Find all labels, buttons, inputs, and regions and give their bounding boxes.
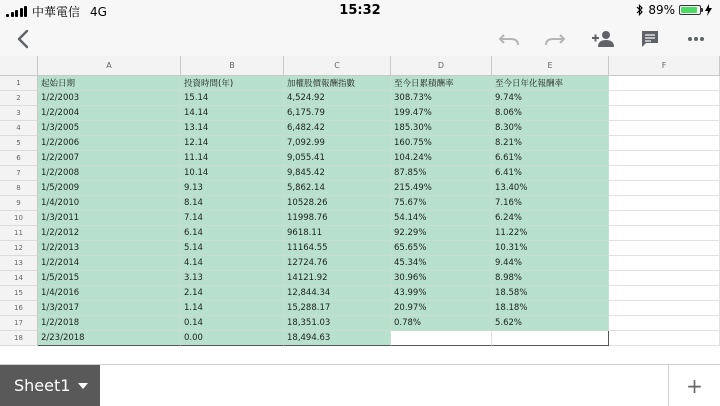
table-cell[interactable]: 92.29% xyxy=(391,226,492,241)
table-cell[interactable]: 1/2/2014 xyxy=(38,256,181,271)
sheet-tab-label: Sheet1 xyxy=(14,376,71,395)
row-header[interactable]: 13 xyxy=(0,256,38,271)
table-cell[interactable]: 8.98% xyxy=(492,271,609,286)
table-cell[interactable] xyxy=(609,76,720,91)
row-header[interactable]: 16 xyxy=(0,301,38,316)
table-cell[interactable]: 6,175.79 xyxy=(284,106,391,121)
table-cell[interactable]: 20.97% xyxy=(391,301,492,316)
row-header[interactable]: 18 xyxy=(0,331,38,346)
table-cell[interactable] xyxy=(609,211,720,226)
table-cell[interactable]: 至今日累積酬率 xyxy=(391,76,492,91)
table-cell[interactable]: 6.14 xyxy=(181,226,284,241)
table-cell[interactable]: 1/2/2012 xyxy=(38,226,181,241)
table-cell[interactable]: 1/2/2004 xyxy=(38,106,181,121)
table-cell[interactable]: 9618.11 xyxy=(284,226,391,241)
table-cell[interactable]: 87.85% xyxy=(391,166,492,181)
row-header[interactable]: 6 xyxy=(0,151,38,166)
table-cell[interactable]: 1.14 xyxy=(181,301,284,316)
carrier-label: 中華電信 xyxy=(32,5,81,19)
table-cell[interactable]: 1/5/2009 xyxy=(38,181,181,196)
row-header[interactable]: 4 xyxy=(0,121,38,136)
table-cell[interactable] xyxy=(492,331,609,346)
table-cell[interactable]: 8.14 xyxy=(181,196,284,211)
table-cell[interactable]: 9,845.42 xyxy=(284,166,391,181)
back-icon[interactable] xyxy=(10,25,36,53)
column-header-d[interactable]: D xyxy=(391,56,492,76)
table-cell[interactable]: 10528.26 xyxy=(284,196,391,211)
table-cell[interactable]: 1/2/2006 xyxy=(38,136,181,151)
table-cell[interactable] xyxy=(609,301,720,316)
column-header-a[interactable]: A xyxy=(38,56,181,76)
battery-fill xyxy=(681,7,697,13)
undo-icon[interactable] xyxy=(494,25,524,53)
comment-icon[interactable] xyxy=(636,25,664,53)
table-cell[interactable]: 1/4/2016 xyxy=(38,286,181,301)
table-cell[interactable]: 5.62% xyxy=(492,316,609,331)
table-cell[interactable] xyxy=(609,316,720,331)
table-cell[interactable]: 12.14 xyxy=(181,136,284,151)
battery-icon xyxy=(679,5,701,15)
table-cell[interactable] xyxy=(609,166,720,181)
network-label: 4G xyxy=(90,4,107,19)
bluetooth-icon xyxy=(636,4,644,16)
table-cell[interactable]: 8.21% xyxy=(492,136,609,151)
table-cell[interactable] xyxy=(609,121,720,136)
table-cell[interactable]: 1/2/2003 xyxy=(38,91,181,106)
table-cell[interactable]: 6.41% xyxy=(492,166,609,181)
table-cell[interactable]: 30.96% xyxy=(391,271,492,286)
table-cell[interactable]: 7.14 xyxy=(181,211,284,226)
table-cell[interactable] xyxy=(609,226,720,241)
table-cell[interactable]: 1/2/2007 xyxy=(38,151,181,166)
table-cell[interactable]: 4,524.92 xyxy=(284,91,391,106)
toolbar xyxy=(0,22,720,56)
table-cell[interactable]: 1/2/2013 xyxy=(38,241,181,256)
table-cell[interactable]: 9,055.41 xyxy=(284,151,391,166)
table-cell[interactable]: 75.67% xyxy=(391,196,492,211)
table-cell[interactable]: 1/4/2010 xyxy=(38,196,181,211)
sheet-tabs-bar xyxy=(0,364,720,405)
table-cell[interactable]: 6.24% xyxy=(492,211,609,226)
table-cell[interactable]: 0.00 xyxy=(181,331,284,346)
table-cell[interactable] xyxy=(609,91,720,106)
table-cell[interactable]: 160.75% xyxy=(391,136,492,151)
table-cell[interactable]: 15.14 xyxy=(181,91,284,106)
column-header-f[interactable]: F xyxy=(609,56,720,76)
table-cell[interactable] xyxy=(609,136,720,151)
table-cell[interactable] xyxy=(609,151,720,166)
status-bar xyxy=(0,0,720,22)
table-cell[interactable]: 199.47% xyxy=(391,106,492,121)
table-cell[interactable]: 2.14 xyxy=(181,286,284,301)
table-cell[interactable]: 1/3/2005 xyxy=(38,121,181,136)
row-header[interactable]: 11 xyxy=(0,226,38,241)
table-cell[interactable]: 15,288.17 xyxy=(284,301,391,316)
row-header[interactable]: 7 xyxy=(0,166,38,181)
row-header[interactable]: 8 xyxy=(0,181,38,196)
table-cell[interactable]: 12724.76 xyxy=(284,256,391,271)
row-header[interactable]: 14 xyxy=(0,271,38,286)
table-cell[interactable]: 13.40% xyxy=(492,181,609,196)
row-header[interactable]: 15 xyxy=(0,286,38,301)
share-person-icon[interactable] xyxy=(588,25,618,53)
table-cell[interactable] xyxy=(609,271,720,286)
table-cell[interactable]: 6.61% xyxy=(492,151,609,166)
table-cell[interactable]: 4.14 xyxy=(181,256,284,271)
add-sheet-button[interactable] xyxy=(668,365,720,406)
row-header[interactable]: 3 xyxy=(0,106,38,121)
table-cell[interactable]: 0.14 xyxy=(181,316,284,331)
table-cell[interactable] xyxy=(609,181,720,196)
select-all-corner[interactable] xyxy=(0,56,38,76)
row-header[interactable]: 12 xyxy=(0,241,38,256)
table-cell[interactable]: 12,844.34 xyxy=(284,286,391,301)
table-cell[interactable]: 11164.55 xyxy=(284,241,391,256)
status-right xyxy=(636,3,712,17)
table-cell[interactable]: 18,494.63 xyxy=(284,331,391,346)
table-cell[interactable]: 9.44% xyxy=(492,256,609,271)
plus-icon: + xyxy=(686,373,703,398)
column-header-b[interactable]: B xyxy=(181,56,284,76)
table-cell[interactable] xyxy=(609,331,720,346)
table-cell[interactable]: 215.49% xyxy=(391,181,492,196)
status-time: 15:32 xyxy=(339,3,381,18)
table-cell[interactable]: 0.78% xyxy=(391,316,492,331)
row-header[interactable]: 17 xyxy=(0,316,38,331)
table-cell[interactable]: 加權股價報酬指數 xyxy=(284,76,391,91)
table-cell[interactable]: 1/3/2017 xyxy=(38,301,181,316)
table-cell[interactable]: 1/5/2015 xyxy=(38,271,181,286)
table-cell[interactable]: 104.24% xyxy=(391,151,492,166)
table-cell[interactable]: 7.16% xyxy=(492,196,609,211)
table-cell[interactable]: 8.30% xyxy=(492,121,609,136)
row-header[interactable]: 10 xyxy=(0,211,38,226)
table-cell[interactable]: 308.73% xyxy=(391,91,492,106)
table-cell[interactable]: 7,092.99 xyxy=(284,136,391,151)
table-cell[interactable]: 6,482.42 xyxy=(284,121,391,136)
table-cell[interactable]: 11.22% xyxy=(492,226,609,241)
chevron-down-icon[interactable] xyxy=(78,383,88,389)
table-cell[interactable]: 11998.76 xyxy=(284,211,391,226)
table-cell[interactable]: 8.06% xyxy=(492,106,609,121)
table-cell[interactable]: 14.14 xyxy=(181,106,284,121)
battery-percent: 89% xyxy=(648,3,675,17)
table-cell[interactable]: 1/2/2008 xyxy=(38,166,181,181)
table-cell[interactable]: 1/2/2018 xyxy=(38,316,181,331)
table-cell[interactable]: 54.14% xyxy=(391,211,492,226)
table-cell[interactable] xyxy=(609,256,720,271)
table-cell[interactable]: 5.14 xyxy=(181,241,284,256)
column-header-c[interactable]: C xyxy=(284,56,391,76)
row-header[interactable]: 5 xyxy=(0,136,38,151)
table-cell[interactable]: 18.18% xyxy=(492,301,609,316)
table-cell[interactable] xyxy=(609,106,720,121)
charging-icon xyxy=(705,4,712,16)
table-cell[interactable]: 65.65% xyxy=(391,241,492,256)
table-cell[interactable]: 9.13 xyxy=(181,181,284,196)
table-cell[interactable]: 18,351.03 xyxy=(284,316,391,331)
table-cell[interactable]: 5,862.14 xyxy=(284,181,391,196)
table-cell[interactable]: 45.34% xyxy=(391,256,492,271)
table-cell[interactable]: 14121.92 xyxy=(284,271,391,286)
table-cell[interactable]: 11.14 xyxy=(181,151,284,166)
row-header[interactable]: 9 xyxy=(0,196,38,211)
table-cell[interactable]: 9.74% xyxy=(492,91,609,106)
table-cell[interactable] xyxy=(391,331,492,346)
table-cell[interactable]: 投資時間(年) xyxy=(181,76,284,91)
table-cell[interactable]: 185.30% xyxy=(391,121,492,136)
column-header-e[interactable]: E xyxy=(492,56,609,76)
table-cell[interactable]: 10.31% xyxy=(492,241,609,256)
sheet-tab-sheet1[interactable] xyxy=(0,365,100,406)
table-cell[interactable]: 1/3/2011 xyxy=(38,211,181,226)
table-cell[interactable]: 起始日期 xyxy=(38,76,181,91)
row-header[interactable]: 1 xyxy=(0,76,38,91)
table-cell[interactable]: 2/23/2018 xyxy=(38,331,181,346)
table-cell[interactable] xyxy=(609,241,720,256)
table-cell[interactable]: 13.14 xyxy=(181,121,284,136)
table-cell[interactable] xyxy=(609,286,720,301)
table-cell[interactable]: 43.99% xyxy=(391,286,492,301)
table-cell[interactable]: 3.13 xyxy=(181,271,284,286)
spreadsheet-grid xyxy=(0,56,720,364)
table-cell[interactable]: 至今日年化報酬率 xyxy=(492,76,609,91)
table-cell[interactable]: 10.14 xyxy=(181,166,284,181)
table-cell[interactable] xyxy=(609,196,720,211)
redo-icon[interactable] xyxy=(540,25,570,53)
row-header[interactable]: 2 xyxy=(0,91,38,106)
table-cell[interactable]: 18.58% xyxy=(492,286,609,301)
more-icon[interactable] xyxy=(682,25,710,53)
